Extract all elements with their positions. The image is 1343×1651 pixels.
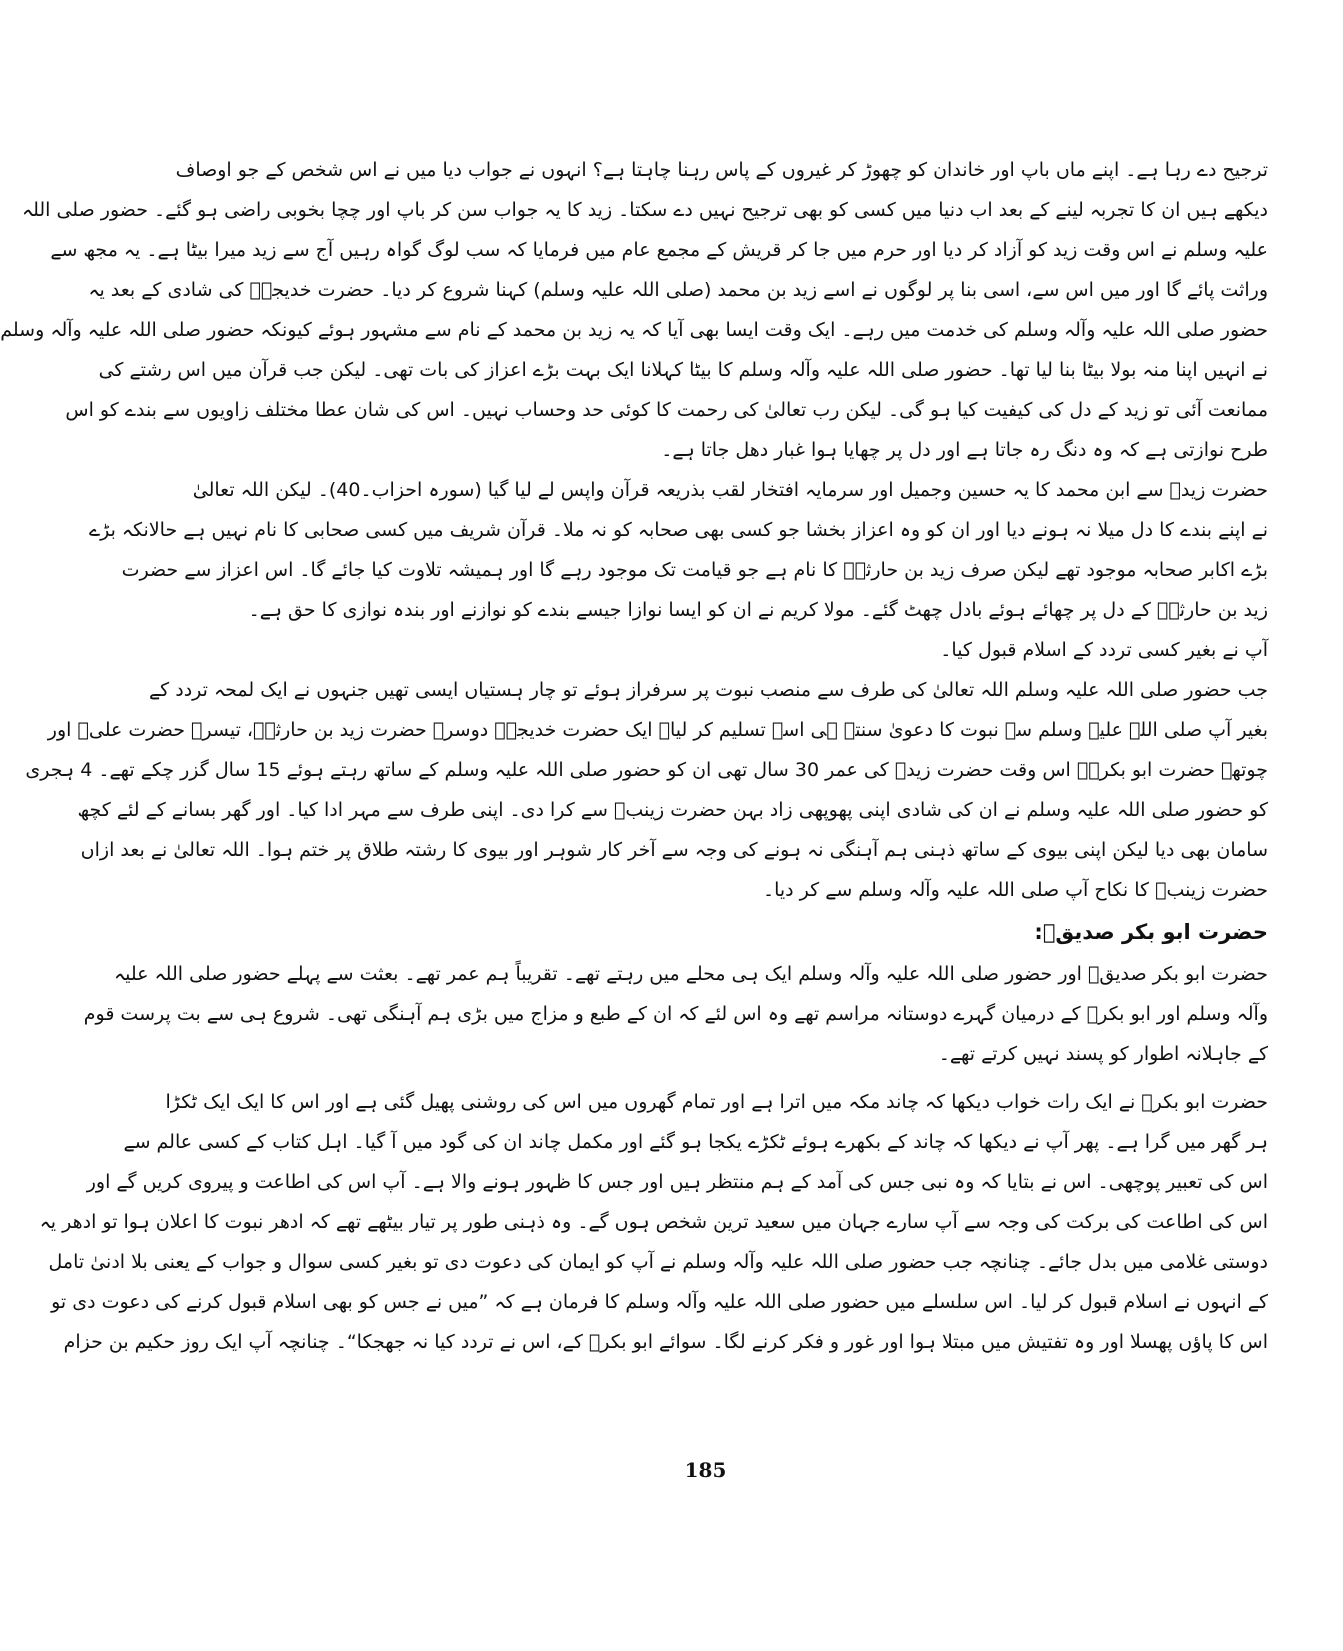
text-line: آپ نے بغیر کسی تردد کے اسلام قبول کیا۔ <box>940 639 1268 661</box>
text-line: طرح نوازتی ہے کہ وہ دنگ رہ جاتا ہے اور دل پر چھایا ہوا غبار دھل جاتا ہے۔ <box>661 439 1268 461</box>
text-line: اس کا پاؤں پھسلا اور وہ تفتیش میں مبتلا ہوا اور غور و فکر کرنے لگا۔ سوائے ابو بکرؓ کے، اس نے تردد کیا نہ جھجکا“۔ چنانچہ آپ ایک روز حکیم بن حزام <box>63 1331 1268 1353</box>
text-line: جب حضور صلی اللہ علیہ وسلم اللہ تعالیٰ کی طرف سے منصب نبوت پر سرفراز ہوئے تو چار ہستیاں ایسی تھیں جنہوں نے ایک لمحہ تردد کے <box>149 679 1268 701</box>
paragraph-1 <box>0 150 1268 470</box>
text-line: بڑے اکابر صحابہ موجود تھے لیکن صرف زید بن حارثہؓ کا نام ہے جو قیامت تک موجود رہے گا اور ہمیشہ تلاوت کیا جائے گا۔ اس اعزاز سے حضرت <box>121 559 1268 581</box>
text-line: کے انہوں نے اسلام قبول کر لیا۔ اس سلسلے میں حضور صلی اللہ علیہ وآلہ وسلم کا فرمان ہے کہ ”میں نے جس کو بھی اسلام قبول کرنے کی دعوت دی تو <box>51 1291 1268 1313</box>
text-line: ممانعت آئی تو زید کے دل کی کیفیت کیا ہو گی۔ لیکن رب تعالیٰ کی رحمت کا کوئی حد وحساب نہیں۔ اس کی شان عطا مختلف زاویوں سے بندے کو اس <box>65 399 1268 421</box>
text-line: ترجیح دے رہا ہے۔ اپنے ماں باپ اور خاندان کو چھوڑ کر غیروں کے پاس رہنا چاہتا ہے؟ انہوں نے جواب دیا میں نے اس شخص کے جو اوصاف <box>175 159 1268 181</box>
paragraph-2 <box>88 470 1268 630</box>
text-line: اس کی اطاعت کی برکت کی وجہ سے آپ سارے جہان میں سعید ترین شخص ہوں گے۔ وہ ذہنی طور پر تیار بیٹھے تھے کہ ادھر نبوت کا اعلان ہوا تو ادھر یہ <box>39 1211 1268 1233</box>
section-heading: حضرت ابو بکر صدیقؓ: <box>1034 920 1268 944</box>
text-line: بغیر آپ صلی اللہ علیہ وسلم سے نبوت کا دعویٰ سنتے ہی اسے تسلیم کر لیا۔ ایک حضرت خدیجہؓ دوسرے حضرت زید بن حارثہؓ، تیسرے حضرت علیؓ اور <box>47 719 1268 741</box>
text-line: اس کی تعبیر پوچھی۔ اس نے بتایا کہ وہ نبی جس کی آمد کے ہم منتظر ہیں اور جس کا ظہور ہونے والا ہے۔ آپ اس کی اطاعت و پیروی کریں گے اور <box>86 1171 1268 1193</box>
paragraph-gap <box>238 1074 1268 1082</box>
text-line: وآلہ وسلم اور ابو بکرؓ کے درمیان گہرے دوستانہ مراسم تھے وہ اس لئے کہ ان کے طبع و مزاج میں بڑی ہم آہنگی تھی۔ شروع ہی سے بت پرست قوم <box>83 1003 1268 1025</box>
text-line: نے انہیں اپنا منہ بولا بیٹا بنا لیا تھا۔ حضور صلی اللہ علیہ وآلہ وسلم کا بیٹا کہلانا ایک بہت بڑے اعزاز کی بات تھی۔ لیکن جب قرآن میں اس رشتے کی <box>98 359 1268 381</box>
paragraph-5 <box>83 954 1268 1074</box>
text-line: چوتھے حضرت ابو بکرؓ۔ اس وقت حضرت زیدؓ کی عمر 30 سال تھی ان کو حضور صلی اللہ علیہ وسلم کے ساتھ رہتے ہوئے 15 سال گزر چکے تھے۔ 4 ہجری <box>25 759 1268 781</box>
text-line: حضرت ابو بکر صدیقؓ اور حضور صلی اللہ علیہ وآلہ وسلم ایک ہی محلے میں رہتے تھے۔ تقریباً ہم عمر تھے۔ بعثت سے پہلے حضور صلی اللہ علیہ <box>114 963 1268 985</box>
text-line: زید بن حارثہؓ کے دل پر چھائے ہوئے بادل چھٹ گئے۔ مولا کریم نے ان کو ایسا نوازا جیسے بندے کو نوازنے اور بندہ نوازی کا حق ہے۔ <box>248 599 1268 621</box>
text-line: حضرت زیدؓ سے ابن محمد کا یہ حسین وجمیل اور سرمایہ افتخار لقب بذریعہ قرآن واپس لے لیا گیا (سورہ احزاب۔40)۔ لیکن اللہ تعالیٰ <box>192 479 1268 501</box>
text-line: ہر گھر میں گرا ہے۔ پھر آپ نے دیکھا کہ چاند کے بکھرے ہوئے ٹکڑے یکجا ہو گئے اور مکمل چاند ان کی گود میں آ گیا۔ اہل کتاب کے کسی عالم سے <box>123 1131 1268 1153</box>
paragraph-4 <box>25 670 1268 910</box>
text-line: حضرت ابو بکرؓ نے ایک رات خواب دیکھا کہ چاند مکہ میں اترا ہے اور تمام گھروں میں اس کی روشنی پھیل گئی ہے اور اس کا ایک ایک ٹکڑا <box>165 1091 1268 1113</box>
text-line: کے جاہلانہ اطوار کو پسند نہیں کرتے تھے۔ <box>938 1043 1268 1065</box>
text-line: علیہ وسلم نے اس وقت زید کو آزاد کر دیا اور حرم میں جا کر قریش کے مجمع عام میں فرمایا کہ سب لوگ گواہ رہیں آج سے زید میرا بیٹا ہے۔ یہ مجھ سے <box>50 239 1268 261</box>
text-line: دوستی غلامی میں بدل جائے۔ چنانچہ جب حضور صلی اللہ علیہ وآلہ وسلم نے آپ کو ایمان کی دعوت دی تو بغیر کسی سوال و جواب کے یعنی بلا ادنیٰ تامل <box>48 1251 1268 1273</box>
text-line: نے اپنے بندے کا دل میلا نہ ہونے دیا اور ان کو وہ اعزاز بخشا جو کسی بھی صحابہ کو نہ ملا۔ قرآن شریف میں کسی صحابی کا نام نہیں ہے حالانکہ بڑے <box>88 519 1268 541</box>
page-body <box>0 150 1268 1362</box>
text-line: حضرت زینبؓ کا نکاح آپ صلی اللہ علیہ وآلہ وسلم سے کر دیا۔ <box>762 879 1268 901</box>
text-line: دیکھے ہیں ان کا تجربہ لینے کے بعد اب دنیا میں کسی کو بھی ترجیح نہیں دے سکتا۔ زید کا یہ جواب سن کر باپ اور چچا بخوبی راضی ہو گئے۔ حضور صلی اللہ <box>21 199 1268 221</box>
text-line: وراثت پائے گا اور میں اس سے، اسی بنا پر لوگوں نے اسے زید بن محمد (صلی اللہ علیہ وسلم) کہنا شروع کر دیا۔ حضرت خدیجہؓ کی شادی کے بعد یہ <box>88 279 1268 301</box>
text-line: حضور صلی اللہ علیہ وآلہ وسلم کی خدمت میں رہے۔ ایک وقت ایسا بھی آیا کہ یہ زید بن محمد کے نام سے مشہور ہوئے کیونکہ حضور صلی اللہ علیہ وآلہ وسلم <box>0 319 1268 341</box>
paragraph-3 <box>238 630 1268 670</box>
text-line: کو حضور صلی اللہ علیہ وسلم نے ان کی شادی اپنی پھوپھی زاد بہن حضرت زینبؓ سے کرا دی۔ اپنی طرف سے مہر ادا کیا۔ اور گھر بسانے کے لئے کچھ <box>77 799 1268 821</box>
paragraph-6 <box>39 1082 1268 1362</box>
page-number: 185 <box>684 1458 727 1482</box>
text-line: سامان بھی دیا لیکن اپنی بیوی کے ساتھ ذہنی ہم آہنگی نہ ہونے کی وجہ سے آخر کار شوہر اور بیوی کا رشتہ طلاق پر ختم ہوا۔ اللہ تعالیٰ نے بعد ازاں <box>80 839 1268 861</box>
